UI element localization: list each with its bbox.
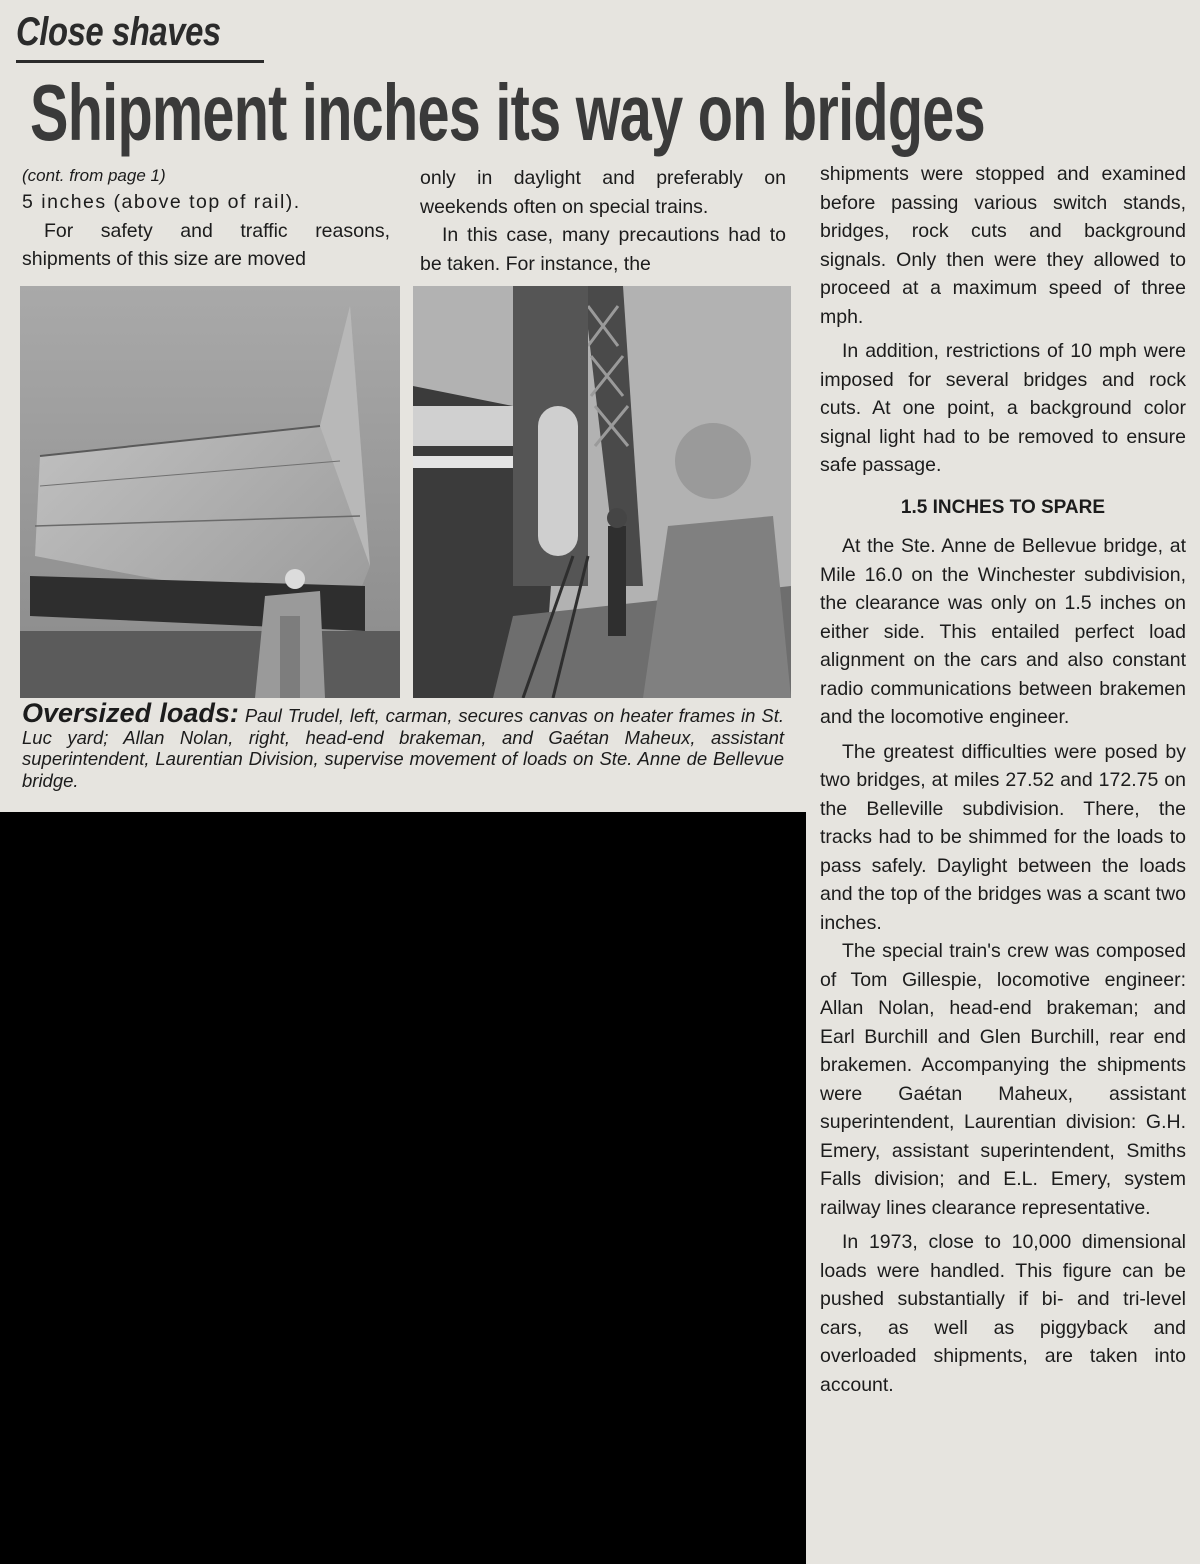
photo-canvas-load	[20, 286, 400, 698]
paragraph: 5 inches (above top of rail).	[22, 191, 301, 213]
paragraph: The special train's crew was composed of Tom Gillespie, locomotive engineer: Allan Nolan, head-end brakeman; and Earl Burchill and Glen Burchill, rear end brakemen. Accompanying the shipments were Gaétan Maheux, assistant superintendent, Laurentian division: G.H. Emery, assistant superintendent, Smiths Falls division; and E.L. Emery, system railway lines clearance representative.	[820, 940, 1186, 1219]
paragraph: In addition, restrictions of 10 mph were imposed for several bridges and rock cuts. At one point, a background color signal light had to be removed to ensure safe passage.	[820, 340, 1186, 476]
section-rule	[16, 60, 264, 63]
column-2	[420, 164, 786, 278]
column-1	[22, 164, 390, 274]
paragraph: The greatest difficulties were posed by two bridges, at miles 27.52 and 172.75 on the Belleville subdivision. There, the tracks had to be shimmed for the loads to pass safely. Daylight between the loads and the top of the bridges was a scant two inches.	[820, 740, 1186, 934]
paragraph: In this case, many precautions had to be taken. For instance, the	[420, 224, 786, 275]
paragraph: For safety and traffic reasons, shipments of this size are moved	[22, 219, 390, 270]
column-3	[820, 160, 1186, 1399]
photo-bridge-supervision	[413, 286, 791, 698]
caption-text: Paul Trudel, left, carman, secures canvas on heater frames in St. Luc yard; Allan Nolan, right, head-end brakeman, and Gaétan Maheux, assistant superintendent, Laurentian Division, supervise movement of loads on Ste. Anne de Bellevue bridge.	[22, 705, 784, 791]
paragraph: shipments were stopped and examined before passing various switch stands, bridges, rock cuts and background signals. Only then were they allowed to proceed at a maximum speed of three mph.	[820, 163, 1186, 328]
paragraph: At the Ste. Anne de Bellevue bridge, at Mile 16.0 on the Winchester subdivision, the clearance was only on 1.5 inches on either side. This entailed perfect load alignment on the cars and also constant radio communications between brakemen and the locomotive engineer.	[820, 535, 1186, 728]
photo-caption	[22, 698, 784, 791]
paragraph: In 1973, close to 10,000 dimensional loads were handled. This figure can be pushed substantially if bi- and tri-level cars, as well as piggyback and overloaded shipments, are taken into account.	[820, 1231, 1186, 1396]
headline: Shipment inches its way on bridges	[30, 68, 985, 157]
paragraph: only in daylight and preferably on weekends often on special trains.	[420, 167, 786, 218]
section-label: Close shaves	[16, 10, 221, 54]
caption-lead: Oversized loads:	[22, 698, 239, 728]
subhead: 1.5 INCHES TO SPARE	[900, 496, 1106, 518]
redacted-block	[0, 812, 806, 1564]
continued-note: (cont. from page 1)	[22, 166, 166, 185]
